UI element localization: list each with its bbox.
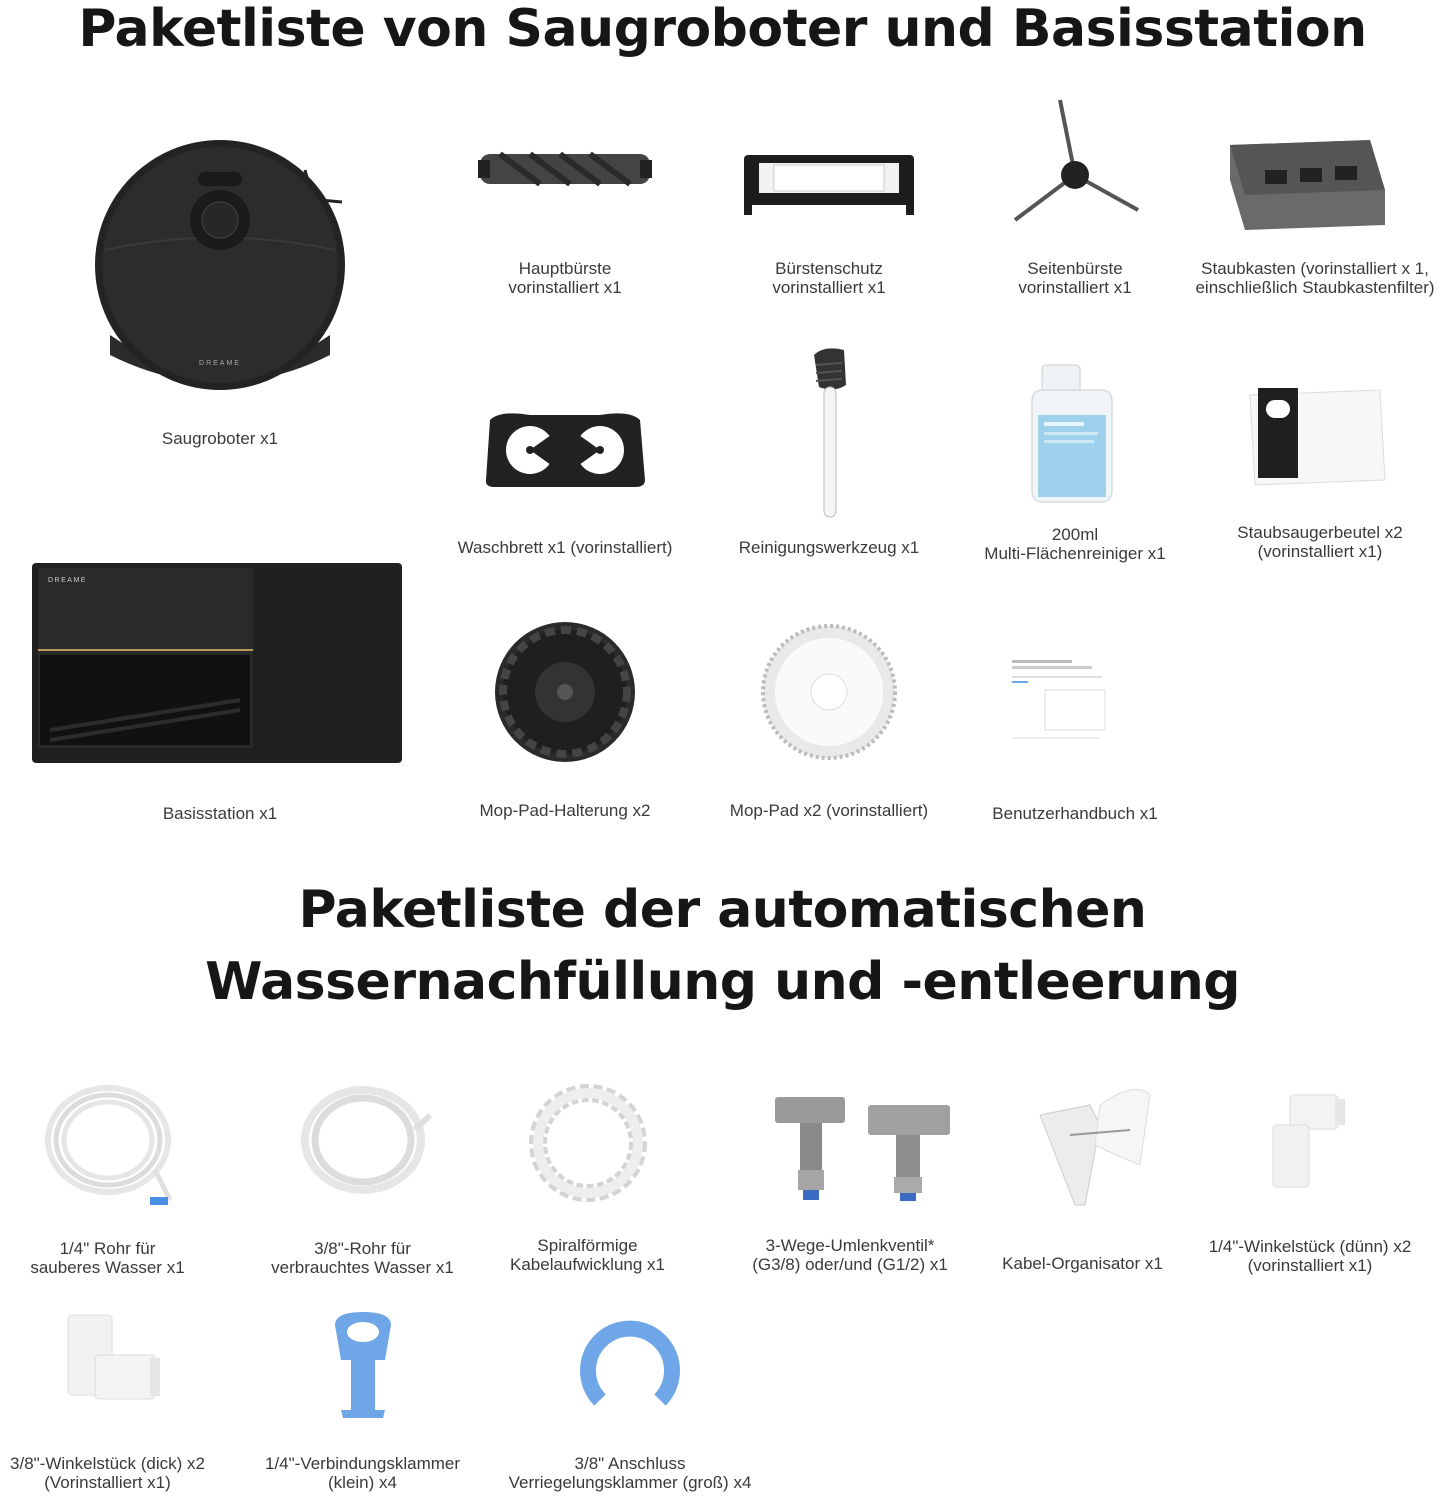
robot-image	[80, 140, 360, 400]
manual-image	[960, 650, 1190, 750]
clean-pipe-image	[0, 1075, 215, 1215]
brush-guard-image	[714, 145, 944, 245]
main-brush-caption: Hauptbürste vorinstalliert x1	[508, 259, 622, 297]
elbow-thick-image	[0, 1300, 215, 1440]
side-brush-image	[960, 95, 1190, 235]
cleaning-tool-caption: Reinigungswerkzeug x1	[738, 538, 920, 557]
clip-large-caption: 3/8" Anschluss Verriegelungsklammer (groß) x4	[508, 1454, 752, 1492]
cleaner-caption: 200ml Multi-Flächenreiniger x1	[984, 525, 1166, 563]
wash-board-item	[450, 395, 680, 565]
clip-large-image	[500, 1300, 760, 1440]
dust-bin-image	[1185, 130, 1445, 240]
wash-board-caption: Waschbrett x1 (vorinstalliert)	[457, 538, 673, 557]
mop-holder-caption: Mop-Pad-Halterung x2	[479, 801, 651, 820]
elbow-thick-item	[0, 1300, 215, 1496]
section2-title	[0, 874, 1445, 1018]
cleaner-image	[960, 360, 1190, 510]
waste-pipe-item	[255, 1070, 470, 1280]
clip-large-item	[500, 1300, 760, 1496]
base-station-image	[30, 560, 410, 775]
base-station-item	[30, 555, 410, 830]
valve-caption: 3-Wege-Umlenkventil* (G3/8) oder/und (G1/2) x1	[752, 1236, 948, 1274]
brush-guard-item	[714, 120, 944, 310]
section1-title: Paketliste von Saugroboter und Basisstation	[78, 0, 1367, 59]
base-station-logo: DREAME	[48, 577, 87, 584]
cleaner-item	[960, 360, 1190, 570]
cable-organizer-image	[975, 1075, 1190, 1215]
dust-bag-image	[1210, 380, 1430, 490]
wash-board-image	[450, 405, 680, 495]
cleaning-tool-image	[714, 345, 944, 525]
elbow-thin-item	[1195, 1070, 1425, 1280]
manual-caption: Benutzerhandbuch x1	[992, 804, 1158, 823]
side-brush-caption: Seitenbürste vorinstalliert x1	[1018, 259, 1132, 297]
main-brush-item	[450, 120, 680, 310]
dust-bin-item	[1185, 120, 1445, 310]
elbow-thick-caption: 3/8"-Winkelstück (dick) x2 (Vorinstalliert x1)	[10, 1454, 205, 1492]
valve-image	[720, 1075, 980, 1215]
cable-organizer-item	[975, 1070, 1190, 1280]
robot-caption: Saugroboter x1	[161, 429, 279, 448]
section2-title-line2: Wassernachfüllung und -entleerung	[205, 952, 1240, 1012]
cable-organizer-caption: Kabel-Organisator x1	[1002, 1254, 1163, 1273]
cleaning-tool-item	[714, 345, 944, 560]
dust-bin-caption: Staubkasten (vorinstalliert x 1, einschließlich Staubkastenfilter)	[1195, 259, 1435, 297]
side-brush-item	[960, 90, 1190, 310]
robot-item	[80, 140, 360, 460]
spiral-wrap-item	[480, 1070, 695, 1280]
clip-small-image	[255, 1300, 470, 1440]
brush-guard-caption: Bürstenschutz vorinstalliert x1	[772, 259, 886, 297]
mop-holder-image	[450, 620, 680, 770]
elbow-thin-caption: 1/4"-Winkelstück (dünn) x2 (vorinstalliert x1)	[1208, 1237, 1412, 1275]
clip-small-caption: 1/4"-Verbindungsklammer (klein) x4	[264, 1454, 461, 1492]
clean-pipe-caption: 1/4" Rohr für sauberes Wasser x1	[30, 1239, 185, 1277]
waste-pipe-caption: 3/8"-Rohr für verbrauchtes Wasser x1	[271, 1239, 454, 1277]
valve-item	[720, 1070, 980, 1280]
mop-pad-item	[714, 620, 944, 830]
waste-pipe-image	[255, 1075, 470, 1215]
mop-holder-item	[450, 620, 680, 830]
section2-title-line1: Paketliste der automatischen	[298, 880, 1147, 940]
robot-logo: DREAME	[199, 360, 241, 367]
mop-pad-caption: Mop-Pad x2 (vorinstalliert)	[729, 801, 929, 820]
spiral-wrap-image	[480, 1075, 695, 1215]
spiral-wrap-caption: Spiralförmige Kabelaufwicklung x1	[510, 1236, 665, 1274]
base-station-caption: Basisstation x1	[162, 804, 278, 823]
dust-bag-item	[1210, 375, 1430, 570]
main-brush-image	[450, 140, 680, 220]
manual-item	[960, 650, 1190, 830]
clean-pipe-item	[0, 1070, 215, 1280]
mop-pad-image	[714, 620, 944, 770]
clip-small-item	[255, 1300, 470, 1496]
elbow-thin-image	[1195, 1075, 1425, 1215]
dust-bag-caption: Staubsaugerbeutel x2 (vorinstalliert x1)	[1237, 523, 1403, 561]
